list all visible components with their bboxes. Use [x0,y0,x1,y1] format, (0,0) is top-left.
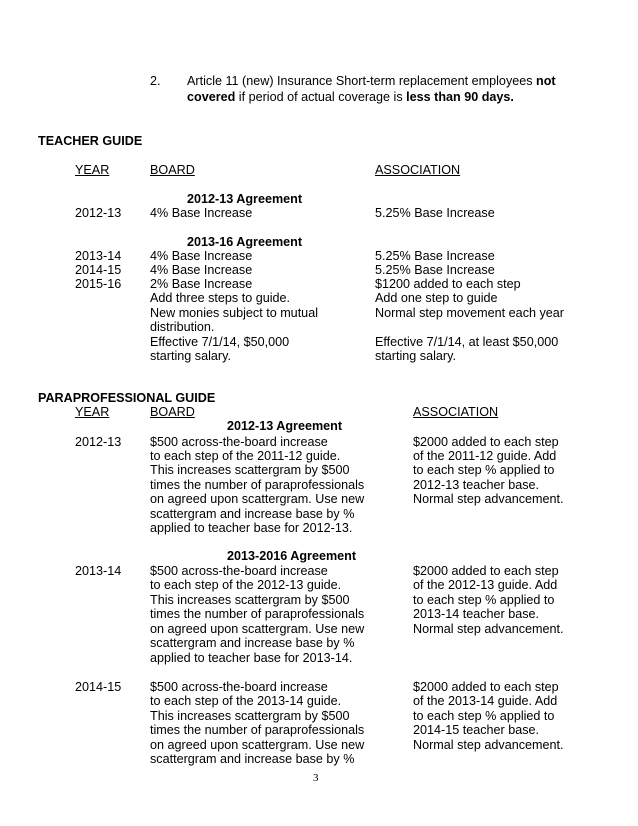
teacher-row-association: $1200 added to each step [375,277,521,291]
article-line-2-bold-a: covered [187,90,236,104]
article-number: 2. [150,74,161,88]
teacher-row-association: 5.25% Base Increase [375,249,495,263]
para-board-line: times the number of paraprofessionals [150,607,365,621]
teacher-row-year: 2015-16 [75,277,122,291]
teacher-row-board: 4% Base Increase [150,263,253,277]
teacher-extra-board: Add three steps to guide. [150,291,291,305]
teacher-extra-board: distribution. [150,320,215,334]
teacher-header-association: ASSOCIATION [375,163,461,177]
teacher-extra-board: New monies subject to mutual [150,306,318,320]
para-board-line: This increases scattergram by $500 [150,463,350,477]
teacher-agreement-2012-13: 2012-13 Agreement [187,192,303,206]
para-assoc-line: of the 2013-14 guide. Add [413,694,558,708]
article-line-2-bold-c: less than 90 days. [406,90,514,104]
para-assoc-line: to each step % applied to [413,593,555,607]
para-header-year: YEAR [75,405,110,419]
teacher-header-year: YEAR [75,163,110,177]
para-board-line: scattergram and increase base by % [150,507,355,521]
para-header-association: ASSOCIATION [413,405,499,419]
para-assoc-line: $2000 added to each step [413,680,559,694]
article-line-1-text: Article 11 (new) Insurance Short-term replacement employees [187,74,537,88]
teacher-extra-association: starting salary. [375,349,456,363]
para-assoc-line: $2000 added to each step [413,564,559,578]
para-assoc-line: 2012-13 teacher base. [413,478,540,492]
page-number: 3 [313,772,319,784]
para-header-board: BOARD [150,405,195,419]
teacher-guide-title: TEACHER GUIDE [38,134,143,148]
teacher-extra-association: Add one step to guide [375,291,498,305]
para-board-line: applied to teacher base for 2012-13. [150,521,353,535]
teacher-extra-association: Normal step movement each year [375,306,564,320]
para-assoc-line: 2013-14 teacher base. [413,607,540,621]
teacher-row-year: 2014-15 [75,263,122,277]
para-agreement-2013-2016: 2013-2016 Agreement [227,549,357,563]
teacher-row-year: 2012-13 [75,206,122,220]
para-board-line: on agreed upon scattergram. Use new [150,738,365,752]
teacher-row-association: 5.25% Base Increase [375,263,495,277]
para-assoc-line: $2000 added to each step [413,435,559,449]
para-board-line: on agreed upon scattergram. Use new [150,622,365,636]
para-assoc-line: 2014-15 teacher base. [413,723,540,737]
para-board-line: $500 across-the-board increase [150,680,328,694]
para-assoc-line: Normal step advancement. [413,622,564,636]
para-block-year: 2013-14 [75,564,122,578]
article-line-2 [187,90,514,104]
para-board-line: times the number of paraprofessionals [150,723,365,737]
para-guide-title: PARAPROFESSIONAL GUIDE [38,391,216,405]
teacher-extra-board: starting salary. [150,349,231,363]
teacher-agreement-2013-16: 2013-16 Agreement [187,235,303,249]
para-board-line: on agreed upon scattergram. Use new [150,492,365,506]
para-assoc-line: Normal step advancement. [413,738,564,752]
para-agreement-2012-13: 2012-13 Agreement [227,419,343,433]
teacher-row-board: 2% Base Increase [150,277,253,291]
teacher-row-association: 5.25% Base Increase [375,206,495,220]
article-line-1 [187,74,556,88]
para-assoc-line: to each step % applied to [413,463,555,477]
para-board-line: scattergram and increase base by % [150,636,355,650]
teacher-extra-association: Effective 7/1/14, at least $50,000 [375,335,559,349]
para-board-line: to each step of the 2012-13 guide. [150,578,342,592]
para-block-year: 2014-15 [75,680,122,694]
para-board-line: applied to teacher base for 2013-14. [150,651,353,665]
para-board-line: $500 across-the-board increase [150,435,328,449]
para-board-line: This increases scattergram by $500 [150,593,350,607]
para-assoc-line: to each step % applied to [413,709,555,723]
teacher-header-board: BOARD [150,163,195,177]
para-board-line: scattergram and increase base by % [150,752,355,766]
para-block-year: 2012-13 [75,435,122,449]
teacher-extra-board: Effective 7/1/14, $50,000 [150,335,290,349]
article-line-2-text: if period of actual coverage is [235,90,407,104]
para-assoc-line: of the 2011-12 guide. Add [413,449,557,463]
teacher-row-board: 4% Base Increase [150,249,253,263]
article-line-1-bold: not [536,74,556,88]
para-board-line: to each step of the 2011-12 guide. [150,449,341,463]
teacher-row-year: 2013-14 [75,249,122,263]
para-board-line: to each step of the 2013-14 guide. [150,694,342,708]
para-board-line: times the number of paraprofessionals [150,478,365,492]
para-board-line: $500 across-the-board increase [150,564,328,578]
teacher-row-board: 4% Base Increase [150,206,253,220]
para-board-line: This increases scattergram by $500 [150,709,350,723]
para-assoc-line: of the 2012-13 guide. Add [413,578,558,592]
para-assoc-line: Normal step advancement. [413,492,564,506]
